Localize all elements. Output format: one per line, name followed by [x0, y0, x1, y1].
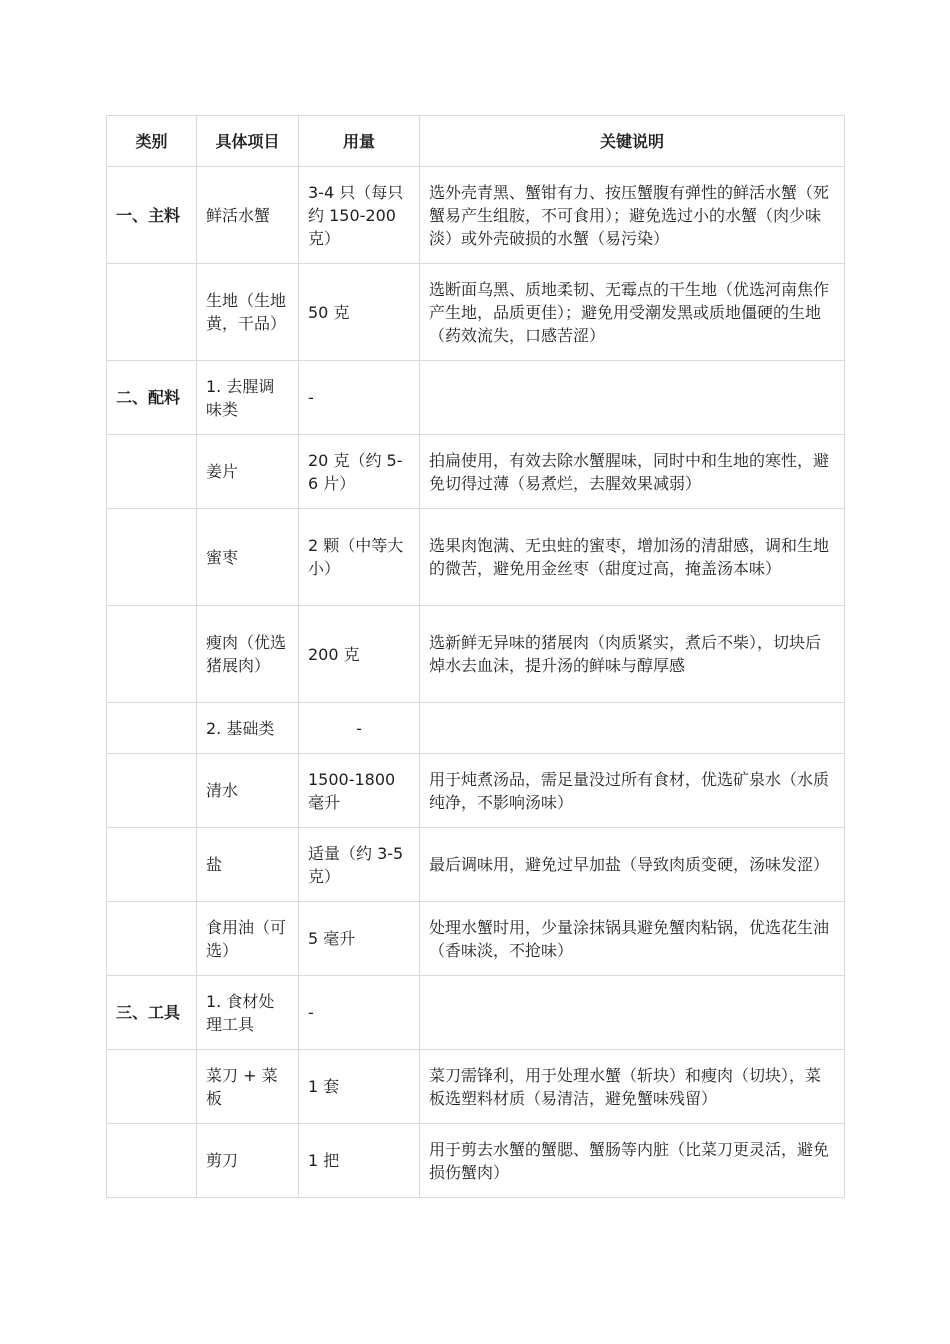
- category-cell: [107, 754, 197, 828]
- category-cell: [107, 902, 197, 976]
- category-cell: [107, 1124, 197, 1198]
- header-note: 关键说明: [420, 116, 845, 167]
- amount-cell: 1 把: [299, 1124, 420, 1198]
- table-row: [107, 703, 845, 754]
- note-cell: 用于剪去水蟹的蟹腮、蟹肠等内脏（比菜刀更灵活，避免损伤蟹肉）: [420, 1124, 845, 1198]
- category-cell: 一、主料: [107, 167, 197, 264]
- category-cell: [107, 435, 197, 509]
- table-row: [107, 1124, 845, 1198]
- item-cell: 蜜枣: [197, 509, 299, 606]
- item-cell: 剪刀: [197, 1124, 299, 1198]
- table-row: [107, 167, 845, 264]
- item-cell: 姜片: [197, 435, 299, 509]
- table-row: [107, 976, 845, 1050]
- table-row: [107, 361, 845, 435]
- amount-cell: 适量（约 3-5 克）: [299, 828, 420, 902]
- amount-cell: 200 克: [299, 606, 420, 703]
- table-row: [107, 606, 845, 703]
- note-cell: 选新鲜无异味的猪展肉（肉质紧实，煮后不柴），切块后焯水去血沫，提升汤的鲜味与醇厚感: [420, 606, 845, 703]
- category-cell: 二、配料: [107, 361, 197, 435]
- category-cell: [107, 703, 197, 754]
- table-row: [107, 509, 845, 606]
- category-cell: [107, 264, 197, 361]
- amount-cell: 20 克（约 5-6 片）: [299, 435, 420, 509]
- item-cell: 菜刀 + 菜板: [197, 1050, 299, 1124]
- note-cell: 选外壳青黑、蟹钳有力、按压蟹腹有弹性的鲜活水蟹（死蟹易产生组胺，不可食用）；避免选过小的水蟹（肉少味淡）或外壳破损的水蟹（易污染）: [420, 167, 845, 264]
- header-amount: 用量: [299, 116, 420, 167]
- note-cell: 拍扁使用，有效去除水蟹腥味，同时中和生地的寒性，避免切得过薄（易煮烂，去腥效果减弱）: [420, 435, 845, 509]
- note-cell: [420, 976, 845, 1050]
- note-cell: 处理水蟹时用，少量涂抹锅具避免蟹肉粘锅，优选花生油（香味淡，不抢味）: [420, 902, 845, 976]
- amount-cell: 1 套: [299, 1050, 420, 1124]
- item-cell: 盐: [197, 828, 299, 902]
- amount-cell: -: [299, 361, 420, 435]
- ingredients-table: [106, 115, 845, 1198]
- amount-cell: 2 颗（中等大小）: [299, 509, 420, 606]
- note-cell: 菜刀需锋利，用于处理水蟹（斩块）和瘦肉（切块），菜板选塑料材质（易清洁，避免蟹味残留）: [420, 1050, 845, 1124]
- amount-cell: 5 毫升: [299, 902, 420, 976]
- note-cell: 选果肉饱满、无虫蛀的蜜枣，增加汤的清甜感，调和生地的微苦，避免用金丝枣（甜度过高，掩盖汤本味）: [420, 509, 845, 606]
- category-cell: 三、工具: [107, 976, 197, 1050]
- note-cell: 用于炖煮汤品，需足量没过所有食材，优选矿泉水（水质纯净，不影响汤味）: [420, 754, 845, 828]
- table-row: [107, 435, 845, 509]
- note-cell: [420, 703, 845, 754]
- table-row: [107, 1050, 845, 1124]
- category-cell: [107, 828, 197, 902]
- item-cell: 生地（生地黄，干品）: [197, 264, 299, 361]
- table-header-row: [107, 116, 845, 167]
- item-cell: 1. 去腥调味类: [197, 361, 299, 435]
- note-cell: [420, 361, 845, 435]
- note-cell: 选断面乌黑、质地柔韧、无霉点的干生地（优选河南焦作产生地，品质更佳）；避免用受潮发黑或质地僵硬的生地（药效流失，口感苦涩）: [420, 264, 845, 361]
- item-cell: 瘦肉（优选猪展肉）: [197, 606, 299, 703]
- item-cell: 2. 基础类: [197, 703, 299, 754]
- amount-cell: 1500-1800 毫升: [299, 754, 420, 828]
- category-cell: [107, 606, 197, 703]
- item-cell: 鲜活水蟹: [197, 167, 299, 264]
- header-item: 具体项目: [197, 116, 299, 167]
- amount-cell: 50 克: [299, 264, 420, 361]
- amount-cell: -: [299, 703, 420, 754]
- item-cell: 清水: [197, 754, 299, 828]
- item-cell: 食用油（可选）: [197, 902, 299, 976]
- table-row: [107, 828, 845, 902]
- table-row: [107, 754, 845, 828]
- table-row: [107, 264, 845, 361]
- category-cell: [107, 509, 197, 606]
- category-cell: [107, 1050, 197, 1124]
- table-row: [107, 902, 845, 976]
- item-cell: 1. 食材处理工具: [197, 976, 299, 1050]
- amount-cell: -: [299, 976, 420, 1050]
- amount-cell: 3-4 只（每只约 150-200 克）: [299, 167, 420, 264]
- header-category: 类别: [107, 116, 197, 167]
- note-cell: 最后调味用，避免过早加盐（导致肉质变硬，汤味发涩）: [420, 828, 845, 902]
